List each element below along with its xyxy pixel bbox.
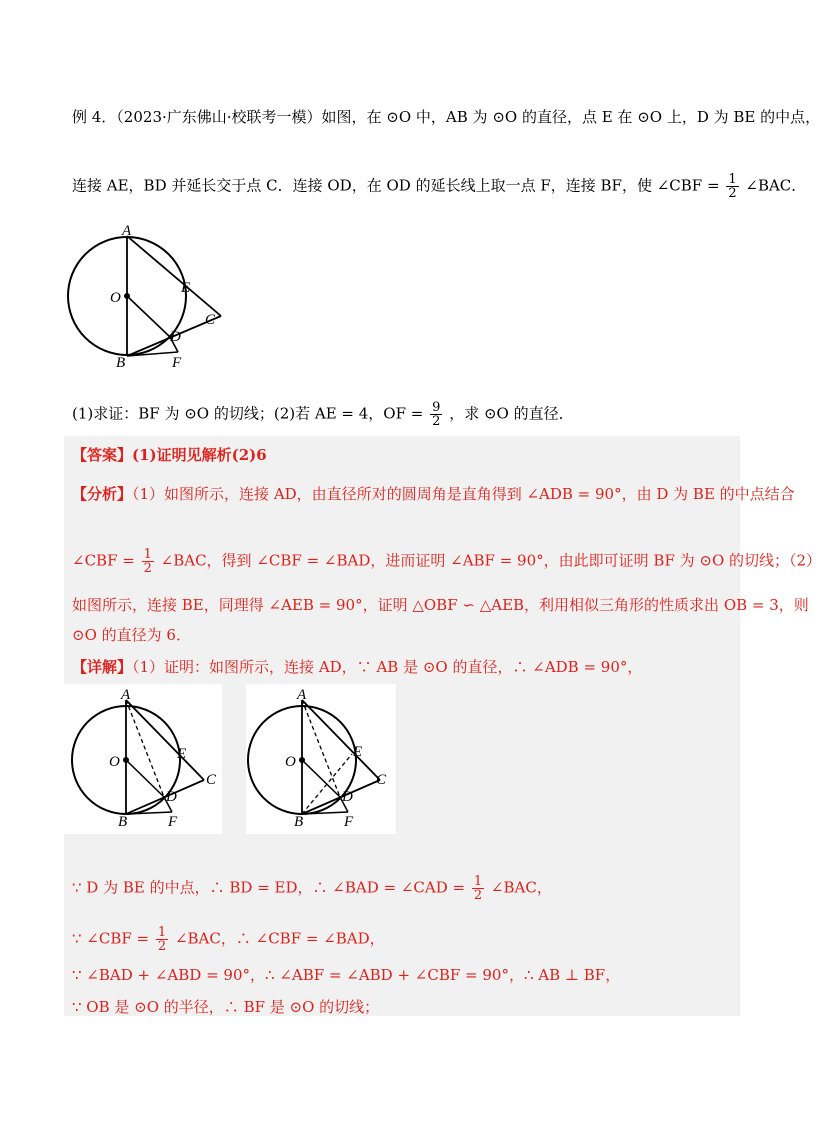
figure-box-left <box>64 684 222 834</box>
detail-line-5 <box>72 996 740 1018</box>
svg-text:O: O <box>285 754 296 770</box>
label-c: C <box>205 312 216 328</box>
label-a: A <box>122 223 132 239</box>
detail-text-3a: ∵ ∠CBF = <box>72 929 150 948</box>
svg-text:E: E <box>177 746 187 762</box>
problem-text-1: 例 4．（2023·广东佛山·校联考一模）如图，在 ⊙O 中，AB 为 ⊙O 的直径，点 E 在 ⊙O 上，D 为 BE 的中点， <box>72 108 821 126</box>
figure-box-right <box>246 684 396 834</box>
detail-text-1: （1）证明：如图所示，连接 AD，∵ AB 是 ⊙O 的直径，∴ ∠ADB = 90°， <box>132 658 643 676</box>
label-f: F <box>172 355 182 371</box>
analysis-line-4 <box>72 624 740 646</box>
problem-line-2 <box>72 172 807 201</box>
question-line <box>72 401 740 428</box>
detail-tag: 【详解】 <box>72 658 133 676</box>
analysis-line-3 <box>72 594 809 616</box>
analysis-text-2a: ∠CBF = <box>72 551 135 570</box>
fraction: $\frac{1}{2}$ <box>143 547 152 576</box>
svg-text:A: A <box>297 687 307 703</box>
geometry-figure-right <box>246 684 396 834</box>
svg-text:B: B <box>294 814 304 830</box>
detail-text-3b: ∠BAC，∴ ∠CBF = ∠BAD， <box>174 929 385 948</box>
analysis-tag: 【分析】 <box>72 485 133 503</box>
label-o: O <box>110 290 121 306</box>
svg-text:B: B <box>118 814 128 830</box>
analysis-text-3: 如图所示，连接 BE，同理得 ∠AEB = 90°，证明 △OBF ∽ △AEB，利用相似三角形的性质求出 OB = 3，则 <box>72 596 809 614</box>
geometry-figure-left <box>64 684 222 834</box>
problem-line-1 <box>72 106 821 128</box>
detail-text-2b: ∠BAC， <box>490 878 552 897</box>
fraction: $\frac{9}{2}$ <box>432 400 441 429</box>
fraction: $\frac{1}{2}$ <box>473 874 483 903</box>
segment-od <box>127 296 170 337</box>
geometry-figure-main <box>60 220 240 370</box>
answer-text: (1)证明见解析(2)6 <box>132 446 267 464</box>
problem-text-2b: ∠BAC． <box>745 176 807 195</box>
svg-text:E: E <box>353 744 363 760</box>
svg-text:F: F <box>168 814 178 830</box>
center-dot <box>124 293 130 299</box>
detail-line-3 <box>72 926 740 953</box>
svg-text:D: D <box>342 789 353 805</box>
analysis-text-1: （1）如图所示，连接 AD，由直径所对的圆周角是直角得到 ∠ADB = 90°，由 D 为 BE 的中点结合 <box>132 485 795 503</box>
question-text-b: ，求 ⊙O 的直径． <box>449 404 574 423</box>
svg-text:C: C <box>206 772 217 788</box>
label-d: D <box>170 329 181 345</box>
detail-text-4: ∵ ∠BAD + ∠ABD = 90°，∴ ∠ABF = ∠ABD + ∠CBF = 90°，∴ AB ⊥ BF， <box>72 966 621 984</box>
label-e: E <box>181 280 191 296</box>
answer-line <box>72 444 740 466</box>
svg-text:O: O <box>109 754 120 770</box>
analysis-line-2 <box>72 547 821 576</box>
answer-tag: 【答案】 <box>72 446 133 464</box>
svg-text:D: D <box>166 789 177 805</box>
detail-text-5: ∵ OB 是 ⊙O 的半径，∴ BF 是 ⊙O 的切线； <box>72 998 380 1016</box>
svg-text:F: F <box>344 814 354 830</box>
analysis-text-2b: ∠BAC，得到 ∠CBF = ∠BAD，进而证明 ∠ABF = 90°，由此即可证明 BF 为 ⊙O 的切线；（2） <box>160 551 821 570</box>
detail-line-2 <box>72 875 740 902</box>
problem-text-2a: 连接 AE，BD 并延长交于点 C．连接 OD，在 OD 的延长线上取一点 F，连接 BF，使 ∠CBF = <box>72 176 720 195</box>
fraction: $\frac{1}{2}$ <box>728 172 737 201</box>
analysis-text-4: ⊙O 的直径为 6． <box>72 626 191 644</box>
svg-text:C: C <box>376 772 387 788</box>
question-text-a: (1)求证：BF 为 ⊙O 的切线；(2)若 AE = 4，OF = <box>72 404 424 423</box>
detail-text-2a: ∵ D 为 BE 的中点，∴ BD = ED，∴ ∠BAD = ∠CAD = <box>72 878 466 897</box>
segment-ac <box>127 236 221 316</box>
detail-line-4 <box>72 964 740 986</box>
fraction: $\frac{1}{2}$ <box>157 925 167 954</box>
label-b: B <box>116 355 126 371</box>
svg-text:A: A <box>121 687 131 703</box>
detail-line-1 <box>72 656 740 678</box>
analysis-line-1 <box>72 483 795 505</box>
